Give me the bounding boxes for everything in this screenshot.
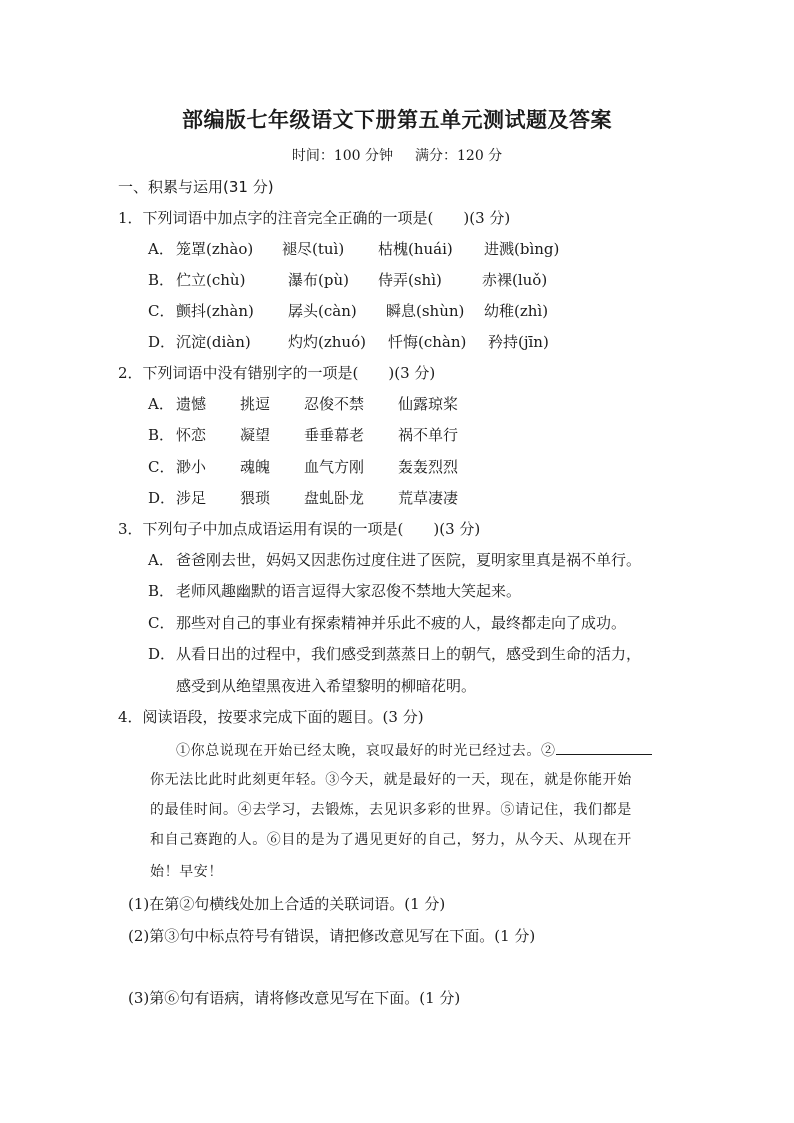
option-item: 凝望 (240, 426, 271, 444)
full-score: 满分：120 分 (415, 148, 503, 164)
option-item: 垂垂幕老 (304, 426, 365, 444)
option-label: B． (148, 426, 175, 444)
option-item: 涉足 (176, 489, 207, 507)
passage-line: 你无法比此时此刻更年轻。③今天，就是最好的一天，现在，就是你能开始 (150, 772, 632, 788)
question-4-stem: 4．阅读语段，按要求完成下面的题目。(3 分) (118, 708, 424, 726)
exam-meta (0, 145, 794, 165)
option-item: 祸不单行 (398, 426, 459, 444)
option-label: A． (148, 395, 174, 413)
option-item: 魂魄 (240, 458, 271, 476)
option-item: 轰轰烈烈 (398, 458, 459, 476)
option-label: B． (148, 271, 175, 289)
option-item: 盘虬卧龙 (304, 489, 365, 507)
option-item: 沉淀(diàn) (176, 333, 251, 351)
option-item: 瞬息(shùn) (386, 302, 465, 320)
option-text: 那些对自己的事业有探索精神并乐此不疲的人，最终都走向了成功。 (176, 614, 627, 632)
option-item: 瀑布(pù) (288, 271, 349, 289)
option-item: 侍弄(shì) (378, 271, 442, 289)
subquestion-3: (3)第⑥句有语病，请将修改意见写在下面。(1 分) (128, 989, 461, 1007)
question-3-stem: 3．下列句子中加点成语运用有误的一项是( )(3 分) (118, 520, 481, 538)
option-text: 老师风趣幽默的语言逗得大家忍俊不禁地大笑起来。 (176, 582, 522, 600)
option-item: 灼灼(zhuó) (288, 333, 366, 351)
option-label: B． (148, 582, 175, 600)
option-text: 从看日出的过程中，我们感受到蒸蒸日上的朝气，感受到生命的活力， (176, 645, 642, 663)
option-item: 枯槐(huái) (378, 240, 453, 258)
option-label: D． (148, 489, 176, 507)
passage-text: ①你总说现在开始已经太晚，哀叹最好的时光已经过去。② (176, 743, 556, 759)
option-item: 血气方刚 (304, 458, 365, 476)
option-label: C． (148, 614, 175, 632)
passage-line: 的最佳时间。④去学习，去锻炼，去见识多彩的世界。⑤请记住，我们都是 (150, 802, 632, 818)
option-item: 渺小 (176, 458, 207, 476)
option-item: 颤抖(zhàn) (176, 302, 254, 320)
option-item: 仙露琼桨 (398, 395, 459, 413)
option-item: 怀恋 (176, 426, 207, 444)
option-item: 伫立(chù) (176, 271, 246, 289)
option-item: 荒草凄凄 (398, 489, 459, 507)
option-item: 笼罩(zhào) (176, 240, 254, 258)
option-item: 挑逗 (240, 395, 271, 413)
document-title: 部编版七年级语文下册第五单元测试题及答案 (182, 108, 612, 132)
option-text-continued: 感受到从绝望黑夜进入希望黎明的柳暗花明。 (176, 677, 477, 695)
option-item: 褪尽(tuì) (282, 240, 345, 258)
subquestion-2: (2)第③句中标点符号有错误，请把修改意见写在下面。(1 分) (128, 927, 536, 945)
answer-blank[interactable] (556, 740, 652, 755)
section-heading: 一、积累与运用(31 分) (118, 178, 274, 196)
option-label: A． (148, 551, 174, 569)
subquestion-1: (1)在第②句横线处加上合适的关联词语。(1 分) (128, 895, 446, 913)
passage-line: 始！早安！ (150, 864, 223, 880)
option-item: 猥琐 (240, 489, 271, 507)
option-label: A． (148, 240, 174, 258)
option-text: 爸爸刚去世，妈妈又因悲伤过度住进了医院，夏明家里真是祸不单行。 (176, 551, 642, 569)
question-1-stem: 1．下列词语中加点字的注音完全正确的一项是( )(3 分) (118, 209, 511, 227)
time-limit: 时间：100 分钟 (291, 148, 393, 164)
passage-line: 和自己赛跑的人。⑥目的是为了遇见更好的自己，努力，从今天、从现在开 (150, 832, 632, 848)
passage-line (176, 740, 652, 760)
option-item: 赤裸(luǒ) (482, 271, 548, 289)
option-item: 幼稚(zhì) (484, 302, 549, 320)
option-label: D． (148, 333, 176, 351)
option-label: D． (148, 645, 176, 663)
option-item: 忏悔(chàn) (388, 333, 467, 351)
option-item: 忍俊不禁 (304, 395, 365, 413)
option-item: 矜持(jīn) (488, 333, 549, 351)
option-item: 孱头(càn) (288, 302, 357, 320)
question-2-stem: 2．下列词语中没有错别字的一项是( )(3 分) (118, 364, 436, 382)
option-label: C． (148, 302, 175, 320)
option-label: C． (148, 458, 175, 476)
option-item: 进溅(bìng) (484, 240, 560, 258)
option-item: 遗憾 (176, 395, 207, 413)
